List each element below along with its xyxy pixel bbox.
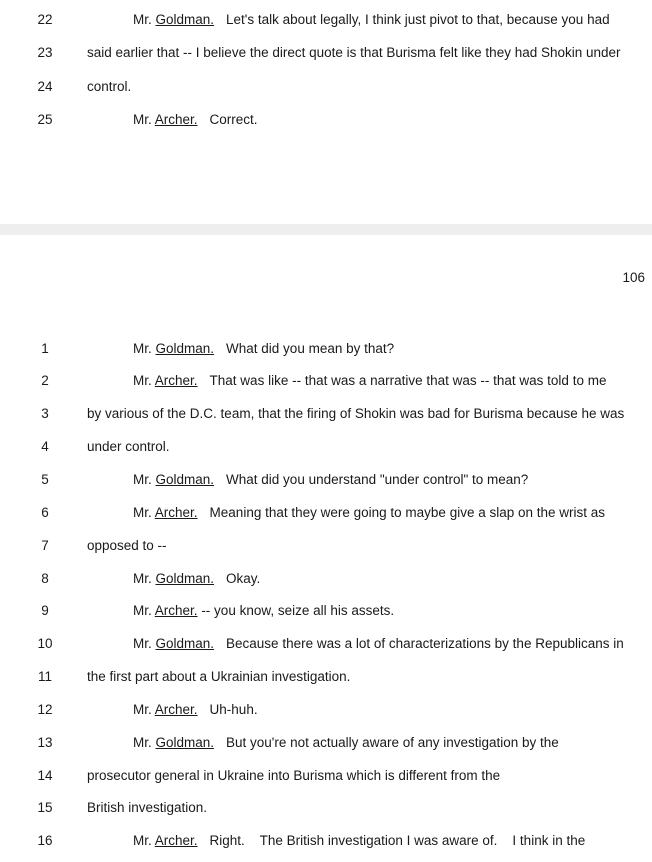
transcript-line (0, 798, 652, 818)
utterance: Because there was a lot of characterizations by the Republicans in (226, 636, 624, 651)
line-text (133, 831, 585, 851)
line-text (133, 371, 606, 391)
speaker-prefix: Mr. (133, 735, 156, 750)
line-number: 7 (41, 538, 49, 553)
line-text: opposed to -- (87, 538, 167, 553)
line-text (133, 503, 605, 523)
speaker-name: Archer. (154, 112, 198, 127)
line-text: control. (87, 79, 132, 94)
line-number: 5 (41, 472, 49, 487)
line-text (133, 634, 624, 654)
line-number: 12 (37, 702, 53, 717)
page-number: 106 (622, 270, 645, 285)
speaker-prefix: Mr. (133, 603, 155, 618)
transcript-line (0, 43, 652, 63)
line-text: by various of the D.C. team, that the firing of Shokin was bad for Burisma because he was (87, 406, 625, 421)
transcript-line (0, 77, 652, 97)
utterance: -- you know, seize all his assets. (201, 603, 395, 618)
line-text: said earlier that -- I believe the direct quote is that Burisma felt like they had Shokin under (87, 45, 621, 60)
speaker-prefix: Mr. (133, 571, 156, 586)
page-separator (0, 224, 652, 235)
transcript-line (0, 110, 652, 130)
utterance: Let's talk about legally, I think just pivot to that, because you had (226, 12, 610, 27)
line-number: 23 (37, 45, 53, 60)
line-number: 1 (41, 341, 49, 356)
transcript-line (0, 634, 652, 654)
transcript-line (0, 536, 652, 556)
transcript-line (0, 371, 652, 391)
transcript-line (0, 470, 652, 490)
transcript-line (0, 569, 652, 589)
speaker-prefix: Mr. (133, 472, 156, 487)
utterance: What did you mean by that? (226, 341, 395, 356)
line-number: 24 (37, 79, 53, 94)
utterance: Correct. (209, 112, 258, 127)
transcript-line (0, 733, 652, 753)
line-number: 14 (37, 768, 53, 783)
line-number: 4 (41, 439, 49, 454)
line-text (133, 339, 394, 359)
speaker-name: Archer. (154, 833, 198, 848)
line-text (133, 110, 258, 130)
line-number: 25 (37, 112, 53, 127)
transcript-line (0, 831, 652, 851)
line-number: 8 (41, 571, 49, 586)
line-number: 13 (37, 735, 53, 750)
transcript-page-105 (0, 0, 652, 224)
line-number: 16 (37, 833, 53, 848)
line-text (133, 470, 528, 490)
speaker-name: Archer. (154, 505, 198, 520)
line-text (133, 569, 260, 589)
speaker-prefix: Mr. (133, 702, 155, 717)
transcript-line (0, 766, 652, 786)
speaker-name: Archer. (154, 373, 198, 388)
line-text (133, 601, 394, 621)
speaker-prefix: Mr. (133, 833, 155, 848)
line-text (133, 700, 258, 720)
speaker-name: Goldman. (155, 341, 215, 356)
speaker-prefix: Mr. (133, 341, 156, 356)
speaker-name: Goldman. (155, 571, 215, 586)
utterance: Uh-huh. (209, 702, 258, 717)
speaker-name: Goldman. (155, 12, 215, 27)
transcript-line (0, 437, 652, 457)
line-number: 10 (37, 636, 53, 651)
utterance: But you're not actually aware of any investigation by the (226, 735, 559, 750)
transcript-line (0, 404, 652, 424)
speaker-prefix: Mr. (133, 373, 155, 388)
speaker-prefix: Mr. (133, 636, 156, 651)
utterance: That was like -- that was a narrative that was -- that was told to me (209, 373, 607, 388)
line-text: under control. (87, 439, 170, 454)
transcript-page-106 (0, 235, 652, 862)
transcript-line (0, 601, 652, 621)
speaker-name: Archer. (154, 603, 198, 618)
utterance: Right. The British investigation I was aware of. I think in the (209, 833, 586, 848)
line-text (133, 733, 559, 753)
line-number: 6 (41, 505, 49, 520)
utterance: Meaning that they were going to maybe give a slap on the wrist as (209, 505, 606, 520)
speaker-name: Goldman. (155, 636, 215, 651)
line-number: 11 (37, 669, 52, 684)
transcript-line (0, 10, 652, 30)
line-number: 2 (41, 373, 49, 388)
line-text: prosecutor general in Ukraine into Burisma which is different from the (87, 768, 501, 783)
line-number: 9 (41, 603, 49, 618)
line-number: 15 (37, 800, 53, 815)
transcript-line (0, 339, 652, 359)
line-text (133, 10, 610, 30)
line-number: 22 (37, 12, 53, 27)
speaker-name: Goldman. (155, 735, 215, 750)
speaker-prefix: Mr. (133, 505, 155, 520)
line-number: 3 (41, 406, 49, 421)
line-text: the first part about a Ukrainian investigation. (87, 669, 351, 684)
transcript-line (0, 700, 652, 720)
utterance: Okay. (226, 571, 261, 586)
transcript-line (0, 667, 652, 687)
speaker-prefix: Mr. (133, 12, 156, 27)
speaker-prefix: Mr. (133, 112, 155, 127)
speaker-name: Goldman. (155, 472, 215, 487)
transcript-line (0, 503, 652, 523)
utterance: What did you understand "under control" to mean? (226, 472, 529, 487)
line-text: British investigation. (87, 800, 208, 815)
speaker-name: Archer. (154, 702, 198, 717)
